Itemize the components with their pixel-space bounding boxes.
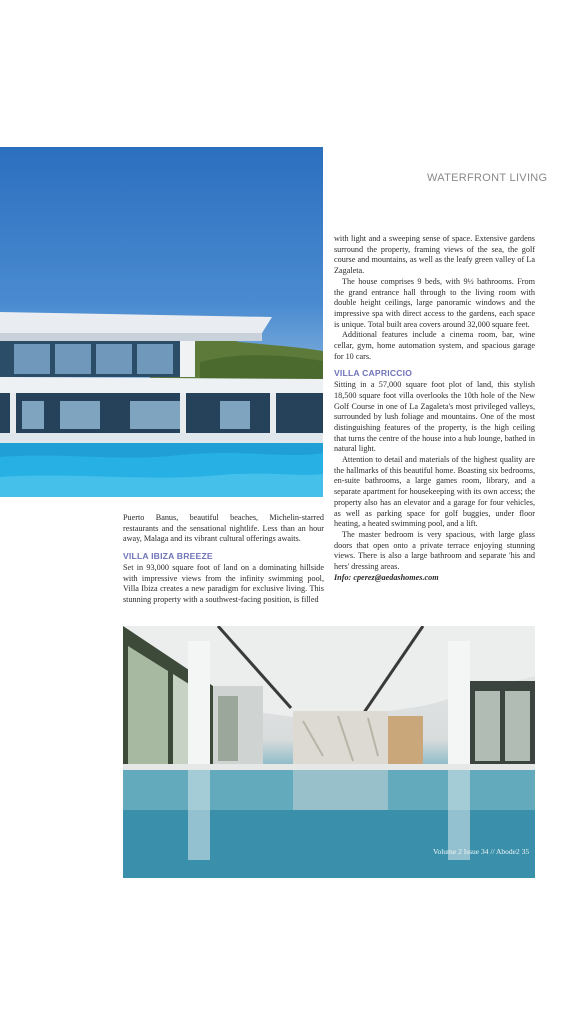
villa-exterior-photo	[0, 147, 323, 497]
subheading-villa-ibiza-breeze: VILLA IBIZA BREEZE	[123, 551, 213, 562]
paragraph: Puerto Banus, beautiful beaches, Michelin-starred restaurants and the sensational nightlife. Less than an hour away, Malaga and its vibrant cultural offerings awaits.	[123, 513, 324, 544]
right-text-column	[334, 234, 535, 584]
indoor-pool-photo	[123, 626, 535, 878]
paragraph: Additional features include a cinema room, bar, wine cellar, gym, home automation system, and spacious garage for 10 cars.	[334, 330, 535, 361]
paragraph: Set in 93,000 square foot of land on a dominating hillside with impressive views from the infinity swimming pool, Villa Ibiza creates a new paradigm for exclusive living. This stunning property with a southwest-facing position, is filled	[123, 562, 324, 604]
contact-info: Info: cperez@aedashomes.com	[334, 572, 439, 582]
paragraph: with light and a sweeping sense of space. Extensive gardens surround the property, framing views of the sea, the golf course and mountains, as well as the leafy green valley of La Zagaleta.	[334, 234, 535, 276]
left-text-column	[123, 513, 324, 606]
paragraph: Sitting in a 57,000 square foot plot of land, this stylish 18,500 square foot villa overlooks the 10th hole of the New Golf Course in one of La Zagaleta's most privileged valleys, surrounded by lush foliage and mountains. One of the most distinguishing features of the property, is the high ceiling that turns the centre of the house into a hub lounge, bathed in natural light.	[334, 380, 535, 454]
paragraph: Attention to detail and materials of the highest quality are the hallmarks of this beautiful home. Boasting six bedrooms, en-suite bathrooms, a large games room, library, and a separate apartment for housekeeping with its own access; the property also has an elevator and a garage for four vehicles, as well as parking space for golf buggies, under floor heating, a heated swimming pool, and a lift.	[334, 455, 535, 529]
section-label: WATERFRONT LIVING	[427, 172, 548, 184]
paragraph: The master bedroom is very spacious, with large glass doors that open onto a private terrace enjoying stunning views. There is also a large bathroom and separate 'his and hers' dressing areas.	[334, 529, 535, 572]
subheading-villa-capriccio: VILLA CAPRICCIO	[334, 368, 413, 379]
paragraph: The house comprises 9 beds, with 9½ bathrooms. From the grand entrance hall through to the living room with double height ceilings, large panoramic windows and the impressive spa with direct access to the gardens, each space is unique. Total built area covers around 32,000 square feet.	[334, 276, 535, 329]
page-footer: Volume 2 Issue 34 // Abode2 35	[433, 847, 530, 856]
